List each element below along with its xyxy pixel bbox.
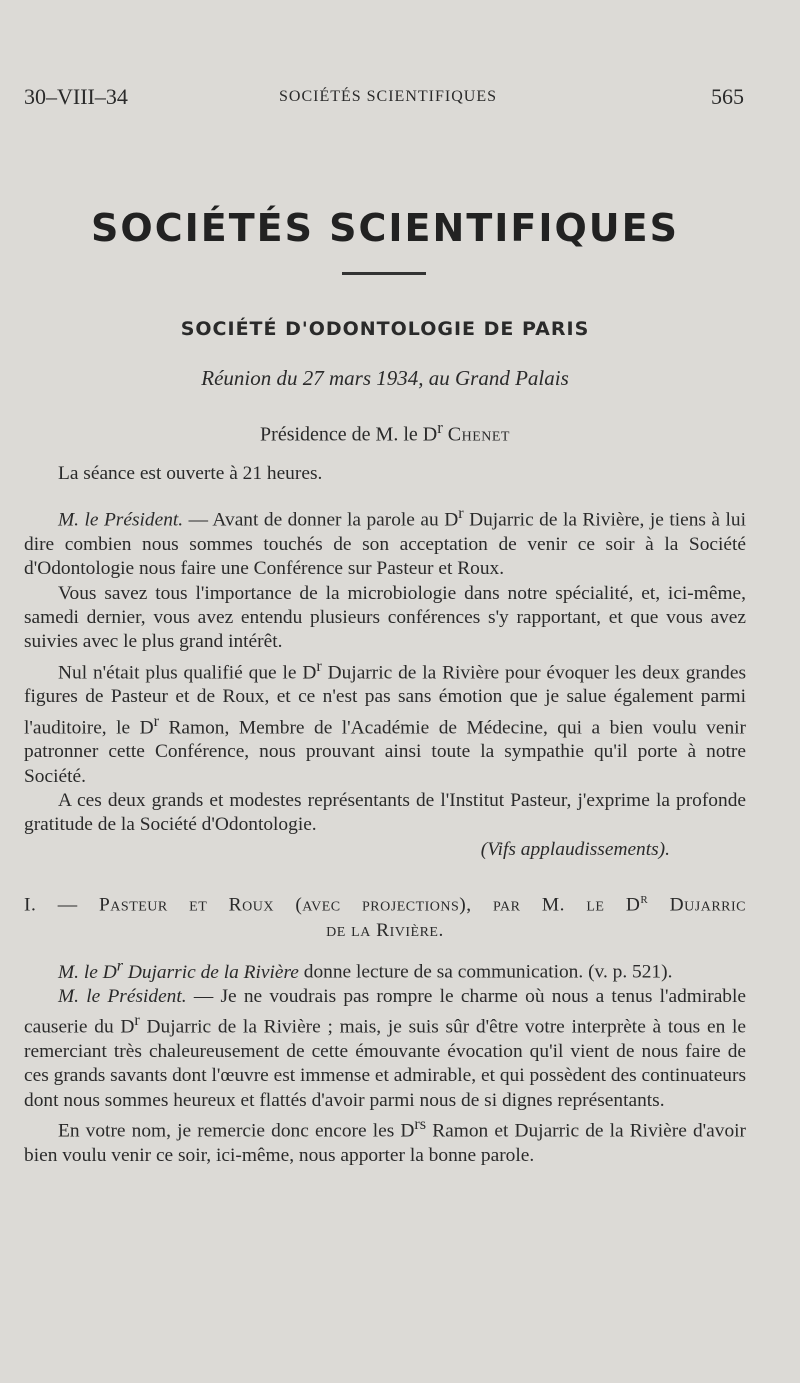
paragraph-5: M. le $D^r$ Dujarric de la Rivière donne lecture de sa communication. (v. p. 521). — [58, 957, 673, 983]
running-head — [24, 84, 744, 114]
title-rule — [342, 272, 426, 275]
running-title: SOCIÉTÉS SCIENTIFIQUES — [278, 88, 497, 105]
applause-note: (Vifs applaudissements). — [480, 838, 670, 860]
paragraph-1: M. le Président. — Avant de donner la parole au $D^r$ Dujarric de la Rivière, je tiens à lui dire combien nous sommes touchés de son acceptation de venir ce soir à la Société d'Odontologie nous faire une Conférence sur Pasteur et Roux. — [24, 505, 746, 580]
issue-date: 30–VIII–34 — [24, 84, 128, 109]
speaker: M. le Président. — [58, 986, 187, 1008]
page-number: 565 — [711, 84, 744, 109]
meeting-line: Réunion du 27 mars 1934, au Grand Palais — [201, 366, 569, 390]
society-heading: SOCIÉTÉ D'ODONTOLOGIE DE PARIS — [180, 318, 590, 340]
speaker: M. le Président. — [58, 509, 184, 531]
communication-heading: I. — Pasteur et Roux (avec projections), par M. le $D^r$ Dujarric de la Rivière. — [24, 889, 746, 942]
president-name: Chenet — [447, 423, 510, 446]
paragraph-2: Vous savez tous l'importance de la microbiologie dans notre spécialité, et, ici-même, samedi dernier, vous avez entendu plusieurs conférences s'y rapportant, et que vous avez suivies avec le plus grand intérêt. — [24, 582, 746, 653]
paragraph-6: M. le Président. — Je ne voudrais pas rompre le charme où nous a tenus l'admirable causerie du $D^r$ Dujarric de la Rivière ; mais, je suis sûr d'être votre interprète à tous en le remerciant très chaleureusement de cette émouvante évocation qu'il vient de nous faire de ces grands savants dont l'œuvre est immense et admirable, et qui possèdent des continuateurs dont nous sommes heureux et flattés d'avoir parmi nous de si dignes représentants. — [24, 986, 747, 1111]
paragraph-4: A ces deux grands et modestes représentants de l'Institut Pasteur, j'exprime la profonde gratitude de la Société d'Odontologie. — [24, 789, 746, 836]
paragraph-7: En votre nom, je remercie donc encore les $D^{rs}$ Ramon et Dujarric de la Rivière d'avoir bien voulu venir ce soir, ici-même, nous apporter la bonne parole. — [24, 1116, 746, 1166]
opening-paragraph: La séance est ouverte à 21 heures. — [58, 463, 323, 484]
section-title: SOCIÉTÉS SCIENTIFIQUES — [91, 206, 679, 250]
article-body — [24, 462, 746, 1168]
paragraph-3: Nul n'était plus qualifié que le $D^r$ Dujarric de la Rivière pour évoquer les deux grandes figures de Pasteur et de Roux, et ce n'est pas sans émotion que je salue également parmi l'auditoire, le $D^r$ Ramon, Membre de l'Académie de Médecine, qui a bien voulu venir patronner cette Conférence, nous prouvant ainsi toute la sympathie qu'il porte à notre Société. — [24, 657, 746, 787]
presidency-line: Présidence de M. le $D^r$ Chenet — [260, 418, 510, 446]
